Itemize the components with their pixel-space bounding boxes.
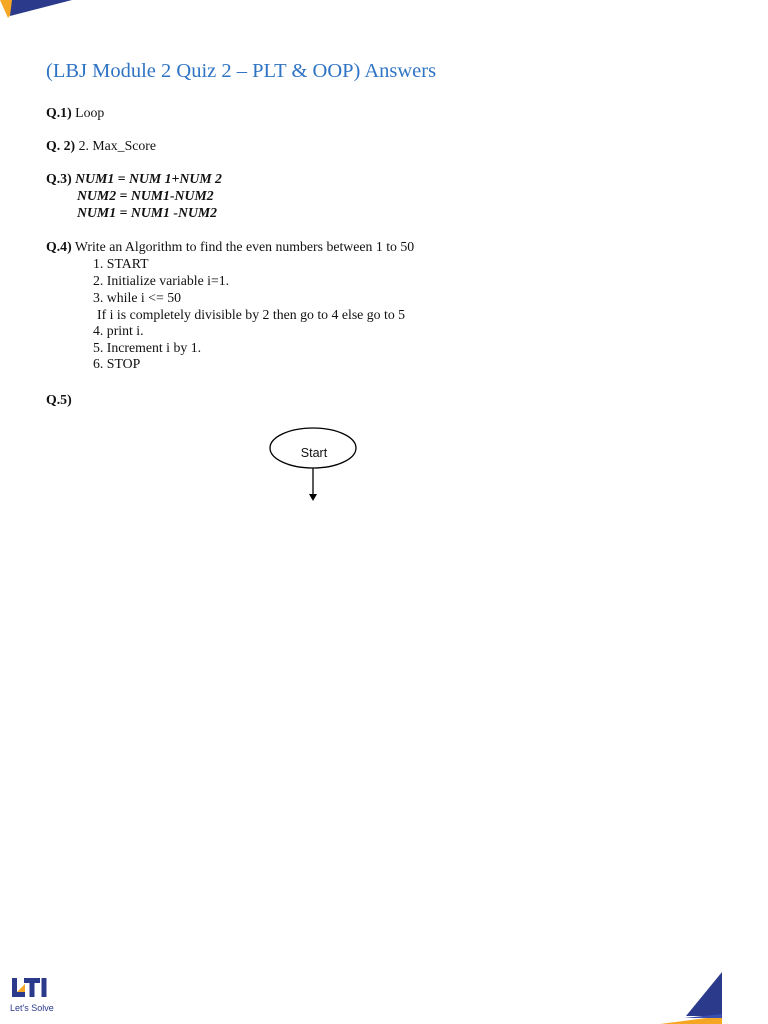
question-5-label: Q.5) — [46, 392, 72, 407]
question-4 — [46, 238, 414, 255]
flowchart — [268, 424, 368, 506]
lti-logo — [10, 976, 50, 1000]
question-1-label: Q.1) — [46, 105, 72, 120]
question-3 — [46, 170, 222, 187]
question-1-answer: Loop — [75, 105, 105, 120]
algorithm-step: 5. Increment i by 1. — [93, 340, 202, 355]
question-2 — [46, 137, 156, 154]
algorithm-step: 3. while i <= 50 — [93, 290, 181, 305]
question-3-line-1: NUM1 = NUM 1+NUM 2 — [75, 171, 222, 186]
corner-decoration-top — [0, 0, 80, 20]
question-4-label: Q.4) — [46, 239, 72, 254]
algorithm-step: 4. print i. — [93, 323, 144, 338]
question-1 — [46, 104, 104, 121]
page-title: (LBJ Module 2 Quiz 2 – PLT & OOP) Answers — [46, 60, 437, 82]
question-3-line-2: NUM2 = NUM1-NUM2 — [77, 188, 214, 203]
question-4-text: Write an Algorithm to find the even numbers between 1 to 50 — [74, 239, 415, 254]
flow-arrow-head — [309, 494, 317, 501]
question-2-answer: 2. Max_Score — [78, 138, 156, 153]
algorithm-step: 1. START — [93, 256, 149, 271]
algorithm-step: If i is completely divisible by 2 then go to 4 else go to 5 — [97, 307, 406, 322]
question-3-line-3: NUM1 = NUM1 -NUM2 — [77, 205, 218, 220]
question-2-label: Q. 2) — [46, 138, 76, 153]
algorithm-step: 6. STOP — [93, 356, 141, 371]
start-terminator-label: Start — [300, 446, 328, 460]
question-3-label: Q.3) — [46, 171, 72, 186]
algorithm-step: 2. Initialize variable i=1. — [93, 273, 230, 288]
question-5 — [46, 391, 72, 408]
corner-decoration-bottom — [660, 972, 722, 1024]
logo-tagline: Let's Solve — [10, 1003, 54, 1013]
